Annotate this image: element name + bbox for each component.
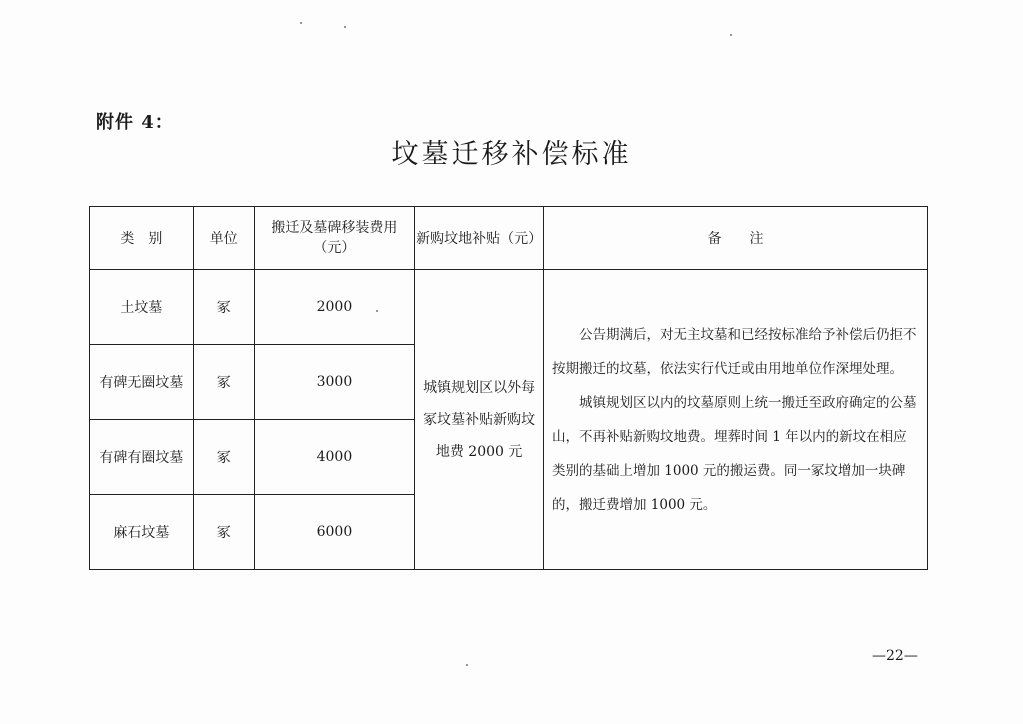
header-fee bbox=[254, 207, 415, 270]
subsidy-cell bbox=[415, 270, 544, 570]
remarks-paragraph-1: 公告期满后，对无主坟墓和已经按标准给予补偿后仍拒不按期搬迁的坟墓，依法实行代迁或由用地单位作深埋处理。 bbox=[551, 326, 917, 377]
header-subsidy-label: 新购坟地补贴（元） bbox=[416, 231, 543, 247]
row-fee: 4000 bbox=[254, 420, 415, 495]
header-category-label: 类 别 bbox=[120, 231, 163, 247]
scan-speck bbox=[730, 34, 732, 36]
row-category: 有碑无圈坟墓 bbox=[90, 345, 194, 420]
row-unit: 冢 bbox=[193, 420, 254, 495]
table-row bbox=[90, 270, 928, 345]
row-category: 麻石坟墓 bbox=[90, 495, 194, 570]
page-title: 坟墓迁移补偿标准 bbox=[391, 139, 632, 170]
row-unit: 冢 bbox=[193, 495, 254, 570]
scan-speck bbox=[376, 310, 378, 312]
row-unit: 冢 bbox=[193, 345, 254, 420]
header-fee-line1: 搬迁及墓碑移装费用 bbox=[271, 220, 398, 236]
row-fee: 3000 bbox=[254, 345, 415, 420]
row-category: 有碑有圈坟墓 bbox=[90, 420, 194, 495]
header-unit-label: 单位 bbox=[209, 231, 238, 247]
attachment-label: 附件 4： bbox=[96, 112, 174, 133]
header-category bbox=[90, 207, 194, 270]
table-header-row bbox=[90, 207, 928, 270]
remarks-paragraph-2: 城镇规划区以内的坟墓原则上统一搬迁至政府确定的公墓山，不再补贴新购坟地费。埋葬时间 1 年以内的新坟在相应类别的基础上增加 1000 元的搬运费。同一冢坟增加一块碑的，搬迁费增加 1000 元。 bbox=[551, 394, 917, 513]
header-remarks-label: 备 注 bbox=[707, 231, 764, 247]
row-category: 土坟墓 bbox=[90, 270, 194, 345]
scan-speck bbox=[466, 664, 468, 666]
remarks-cell bbox=[543, 270, 927, 570]
header-subsidy bbox=[415, 207, 544, 270]
scan-speck bbox=[300, 22, 302, 24]
header-remarks bbox=[543, 207, 927, 270]
scan-speck bbox=[344, 26, 346, 28]
page-number: —22— bbox=[872, 648, 918, 664]
compensation-table bbox=[89, 206, 928, 570]
subsidy-text: 城镇规划区以外每冢坟墓补贴新购坟地费 2000 元 bbox=[423, 379, 536, 460]
row-fee: 2000 bbox=[254, 270, 415, 345]
row-fee: 6000 bbox=[254, 495, 415, 570]
row-unit: 冢 bbox=[193, 270, 254, 345]
header-fee-line2: （元） bbox=[313, 240, 356, 256]
header-unit bbox=[193, 207, 254, 270]
